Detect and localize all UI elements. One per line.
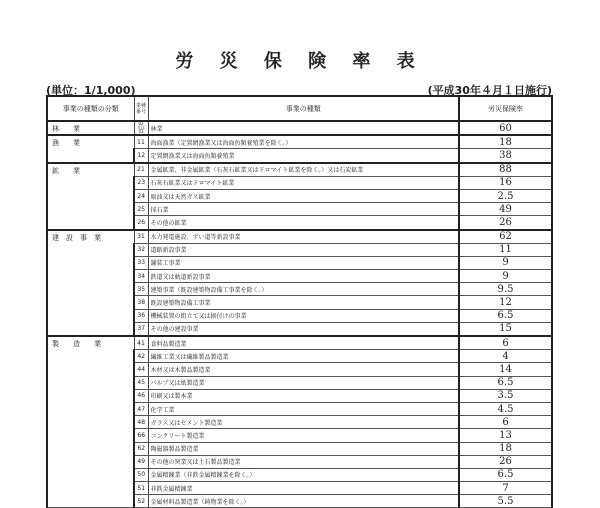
rate-table-body — [47, 121, 552, 508]
business-name-cell: 石灰石鉱業又はドロマイト鉱業 — [148, 176, 459, 189]
category-label: 漁 業 — [52, 139, 80, 148]
rate-value-cell: 6 — [459, 336, 552, 350]
rate-value-cell: 6.5 — [459, 376, 552, 389]
category-label: 鉱 業 — [52, 166, 80, 175]
business-number-cell: 35 — [134, 283, 148, 296]
rate-value-cell: 6.5 — [459, 468, 552, 481]
rate-value-cell: 15 — [459, 322, 552, 336]
rate-value-cell: 18 — [459, 135, 552, 149]
rate-value-cell: 3.5 — [459, 389, 552, 402]
business-number-cell: 32 — [134, 243, 148, 256]
rate-value-cell: 6 — [459, 416, 552, 429]
business-number-cell: 23 — [134, 176, 148, 189]
business-number-cell: 11 — [134, 135, 148, 149]
business-name-cell: 金属鉱業、非金属鉱業（石灰石鉱業又はドロマイト鉱業を除く。）又は石炭鉱業 — [148, 163, 459, 177]
business-name-cell: コンクリート製造業 — [148, 429, 459, 442]
business-name-cell: 建築事業（既設建築物設備工事業を除く。） — [148, 283, 459, 296]
rate-value-cell: 4 — [459, 350, 552, 363]
business-name-cell: 化学工業 — [148, 402, 459, 415]
rate-value-cell: 9.5 — [459, 283, 552, 296]
category-cell — [47, 336, 134, 508]
business-name-cell: その他の建設事業 — [148, 322, 459, 336]
rate-value-cell: 88 — [459, 163, 552, 177]
business-name-cell: 非鉄金属精錬業 — [148, 482, 459, 495]
rate-value-cell: 7 — [459, 482, 552, 495]
business-name-cell: 機械装置の組立て又は据付けの事業 — [148, 309, 459, 322]
business-name-cell: 定置網漁業又は海面魚類養殖業 — [148, 149, 459, 163]
rate-value-cell: 62 — [459, 230, 552, 244]
business-number-cell: 38 — [134, 296, 148, 309]
rate-value-cell: 18 — [459, 442, 552, 455]
business-number-cell: 24 — [134, 189, 148, 202]
business-name-cell: 林業 — [148, 121, 459, 135]
category-cell — [47, 230, 134, 337]
business-name-cell: 海面漁業（定置網漁業又は海面魚類養殖業を除く。） — [148, 135, 459, 149]
business-number-cell: 44 — [134, 363, 148, 376]
table-header-row — [47, 96, 552, 121]
rate-value-cell: 16 — [459, 176, 552, 189]
header-number: 業種 番号 — [134, 96, 148, 121]
business-number-cell: 62 — [134, 442, 148, 455]
rate-value-cell: 6.5 — [459, 309, 552, 322]
business-number-cell: 52 — [134, 495, 148, 508]
table-row — [47, 336, 552, 350]
business-name-cell: 水力発電施設、ずい道等新設事業 — [148, 230, 459, 244]
business-number-cell: 21 — [134, 163, 148, 177]
table-row — [47, 135, 552, 149]
business-number-cell: 50 — [134, 468, 148, 481]
business-number-cell: 48 — [134, 416, 148, 429]
business-number-cell: 41 — [134, 336, 148, 350]
effective-date-label: (平成30年４月１日施行) — [427, 84, 552, 97]
page-title: 労 災 保 険 率 表 — [175, 51, 425, 72]
category-cell — [47, 163, 134, 230]
business-name-cell: 印刷又は製本業 — [148, 389, 459, 402]
business-number-cell: 26 — [134, 216, 148, 230]
business-name-cell: 繊維工業又は繊維製品製造業 — [148, 350, 459, 363]
business-number-cell: 51 — [134, 482, 148, 495]
business-name-cell: 木材又は木製品製造業 — [148, 363, 459, 376]
business-number-cell: 47 — [134, 402, 148, 415]
business-name-cell: 食料品製造業 — [148, 336, 459, 350]
business-name-cell: パルプ又は紙製造業 — [148, 376, 459, 389]
business-number-cell: 25 — [134, 203, 148, 216]
business-name-cell: その他の鉱業 — [148, 216, 459, 230]
rate-value-cell: 9 — [459, 270, 552, 283]
business-number-cell: 66 — [134, 429, 148, 442]
table-row — [47, 230, 552, 244]
business-number-cell: 31 — [134, 230, 148, 244]
business-number-cell: 46 — [134, 389, 148, 402]
rate-value-cell: 26 — [459, 455, 552, 468]
rate-value-cell: 9 — [459, 256, 552, 269]
rate-value-cell: 14 — [459, 363, 552, 376]
category-label: 建 設 事 業 — [52, 233, 101, 242]
category-cell — [47, 135, 134, 162]
business-name-cell: 鉄道又は軌道新設事業 — [148, 270, 459, 283]
business-number-cell: 12 — [134, 149, 148, 163]
rate-value-cell: 4.5 — [459, 402, 552, 415]
business-number-cell: 02 又は 03 — [134, 121, 148, 135]
rate-table — [46, 95, 553, 508]
business-name-cell: ガラス又はセメント製造業 — [148, 416, 459, 429]
rate-value-cell: 60 — [459, 121, 552, 135]
rate-value-cell: 11 — [459, 243, 552, 256]
business-name-cell: 既設建築物設備工事業 — [148, 296, 459, 309]
header-category: 事業の種類の分類 — [47, 96, 134, 121]
table-row — [47, 163, 552, 177]
rate-value-cell: 13 — [459, 429, 552, 442]
category-label: 製 造 業 — [52, 340, 101, 348]
rate-value-cell: 5.5 — [459, 495, 552, 508]
business-name-cell: 金属精錬業（非鉄金属精錬業を除く。） — [148, 468, 459, 481]
header-business: 事業の種類 — [148, 96, 459, 121]
business-name-cell: 金属材料品製造業（鋳物業を除く。） — [148, 495, 459, 508]
business-name-cell: その他の窯業又は土石製品製造業 — [148, 455, 459, 468]
rate-value-cell: 49 — [459, 203, 552, 216]
business-number-cell: 42 — [134, 350, 148, 363]
business-number-cell: 36 — [134, 309, 148, 322]
business-name-cell: 採石業 — [148, 203, 459, 216]
business-number-cell: 49 — [134, 455, 148, 468]
category-cell — [47, 121, 134, 135]
unit-label: (単位：1/1,000) — [46, 84, 136, 97]
table-row — [47, 121, 552, 135]
business-name-cell: 陶磁器製品製造業 — [148, 442, 459, 455]
business-name-cell: 原油又は天然ガス鉱業 — [148, 189, 459, 202]
category-label: 林 業 — [52, 125, 80, 133]
rate-value-cell: 26 — [459, 216, 552, 230]
rate-value-cell: 38 — [459, 149, 552, 163]
rate-value-cell: 2.5 — [459, 189, 552, 202]
business-number-cell: 45 — [134, 376, 148, 389]
business-name-cell: 道路新設事業 — [148, 243, 459, 256]
rate-value-cell: 12 — [459, 296, 552, 309]
business-number-cell: 33 — [134, 256, 148, 269]
business-number-cell: 37 — [134, 322, 148, 336]
header-rate: 労災保険率 — [459, 96, 552, 121]
business-name-cell: 舗装工事業 — [148, 256, 459, 269]
business-number-cell: 34 — [134, 270, 148, 283]
